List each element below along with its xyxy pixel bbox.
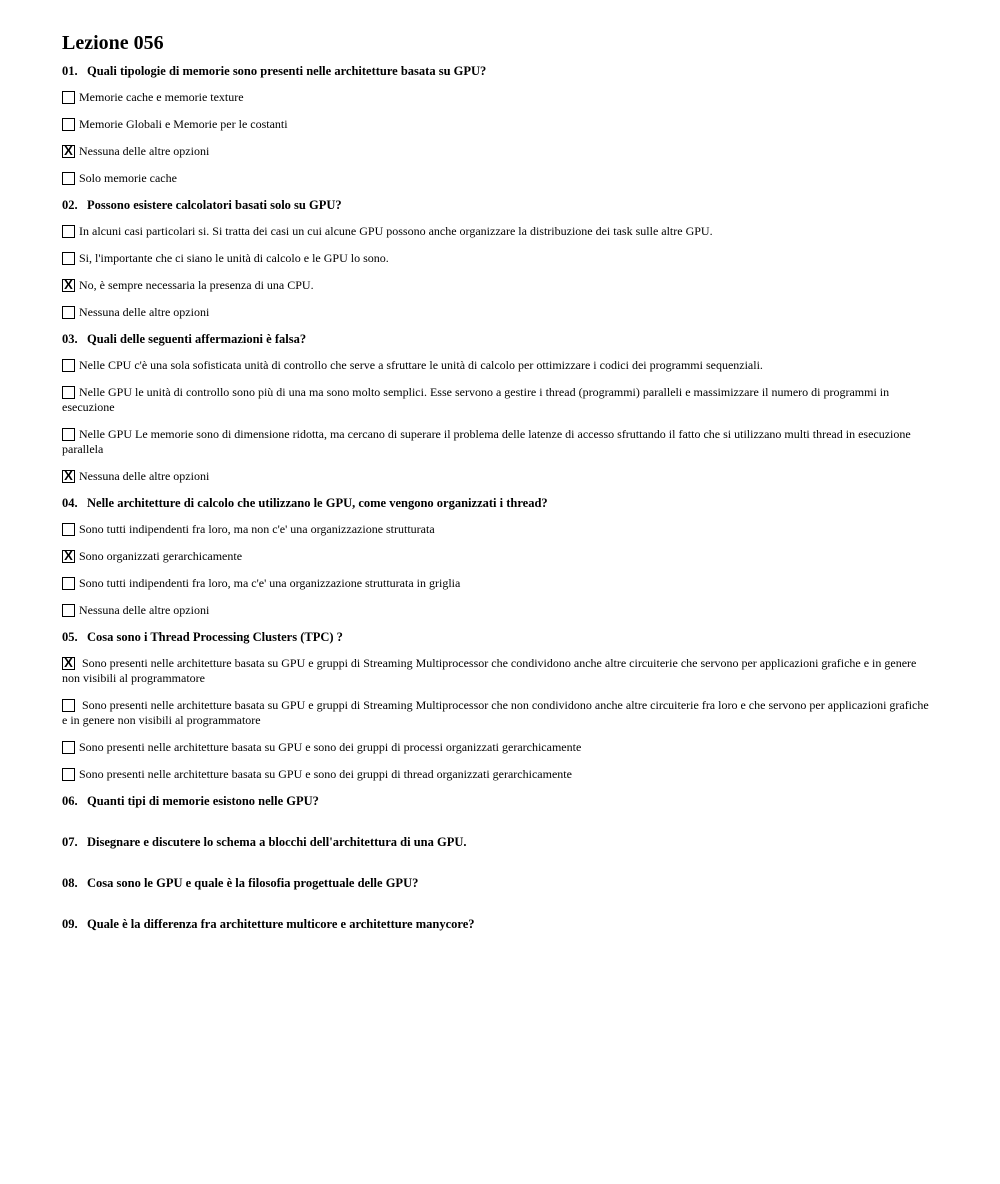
- answer-option: [62, 117, 932, 132]
- checkbox-checked[interactable]: [62, 145, 75, 158]
- check-x-icon: X: [64, 277, 73, 292]
- question-text: [62, 917, 932, 932]
- question-label: Disegnare e discutere lo schema a blocchi dell'architettura di una GPU.: [87, 835, 467, 849]
- answer-option: [62, 427, 932, 457]
- open-question-list: [62, 794, 932, 932]
- checkbox-unchecked[interactable]: [62, 741, 75, 754]
- answer-text: Sono tutti indipendenti fra loro, ma non c'e' una organizzazione strutturata: [79, 522, 435, 536]
- question-number: 02.: [62, 198, 78, 212]
- question-label: Quanti tipi di memorie esistono nelle GPU?: [87, 794, 319, 808]
- checkbox-checked[interactable]: [62, 279, 75, 292]
- answer-option: [62, 469, 932, 484]
- answer-text: No, è sempre necessaria la presenza di una CPU.: [79, 278, 314, 292]
- answer-text: Sono presenti nelle architetture basata su GPU e sono dei gruppi di thread organizzati gerarchicamente: [79, 767, 572, 781]
- question-label: Cosa sono le GPU e quale è la filosofia progettuale delle GPU?: [87, 876, 419, 890]
- answer-text: Nelle GPU le unità di controllo sono più di una ma sono molto semplici. Esse servono a gestire i thread (programmi) paralleli e massimizzare il numero di programmi in esecuzione: [62, 385, 890, 414]
- checkbox-unchecked[interactable]: [62, 523, 75, 536]
- checkbox-unchecked[interactable]: [62, 225, 75, 238]
- question-2: [62, 198, 932, 320]
- question-number: 01.: [62, 64, 78, 78]
- answer-text: Sono tutti indipendenti fra loro, ma c'e' una organizzazione strutturata in griglia: [79, 576, 461, 590]
- open-question-7: [62, 835, 932, 850]
- answer-text: Memorie Globali e Memorie per le costanti: [79, 117, 288, 131]
- answer-text: Nessuna delle altre opzioni: [79, 144, 210, 158]
- answer-text: In alcuni casi particolari si. Si tratta dei casi un cui alcune GPU possono anche organizzare la distribuzione dei task sulle altre GPU.: [79, 224, 713, 238]
- answer-text: Nelle CPU c'è una sola sofisticata unità di controllo che serve a sfruttare le unità di calcolo per ottimizzare i codici dei programmi sequenziali.: [79, 358, 763, 372]
- check-x-icon: X: [64, 468, 73, 483]
- check-x-icon: X: [64, 548, 73, 563]
- checkbox-unchecked[interactable]: [62, 386, 75, 399]
- answer-option: [62, 171, 932, 186]
- answer-text: Sono presenti nelle architetture basata su GPU e gruppi di Streaming Multiprocessor che non condividono anche altre circuiterie fra loro e che servono per applicazioni grafiche e in genere non visibili al programmatore: [62, 698, 929, 727]
- answer-option: [62, 90, 932, 105]
- checkbox-unchecked[interactable]: [62, 699, 75, 712]
- question-text: [62, 876, 932, 891]
- question-label: Nelle architetture di calcolo che utilizzano le GPU, come vengono organizzati i thread?: [87, 496, 548, 510]
- answer-option: [62, 251, 932, 266]
- answer-option: [62, 767, 932, 782]
- answer-option: [62, 305, 932, 320]
- checkbox-unchecked[interactable]: [62, 252, 75, 265]
- page-title: Lezione 056: [62, 32, 164, 54]
- question-number: 06.: [62, 794, 78, 808]
- answer-text: Sono presenti nelle architetture basata su GPU e sono dei gruppi di processi organizzati gerarchicamente: [79, 740, 582, 754]
- answer-option: [62, 656, 932, 686]
- answer-text: Nessuna delle altre opzioni: [79, 603, 210, 617]
- answer-option: [62, 698, 932, 728]
- open-question-9: [62, 917, 932, 932]
- question-text: [62, 794, 932, 809]
- question-text: [62, 630, 932, 645]
- question-label: Quali tipologie di memorie sono presenti nelle architetture basata su GPU?: [87, 64, 487, 78]
- answer-option: [62, 358, 932, 373]
- question-label: Quale è la differenza fra architetture multicore e architetture manycore?: [87, 917, 475, 931]
- answer-option: [62, 144, 932, 159]
- exam-page: [62, 30, 932, 958]
- answer-option: [62, 522, 932, 537]
- answer-option: [62, 549, 932, 564]
- question-4: [62, 496, 932, 618]
- checkbox-checked[interactable]: [62, 470, 75, 483]
- checkbox-unchecked[interactable]: [62, 359, 75, 372]
- checkbox-unchecked[interactable]: [62, 91, 75, 104]
- question-number: 09.: [62, 917, 78, 931]
- checkbox-unchecked[interactable]: [62, 768, 75, 781]
- checkbox-checked[interactable]: [62, 657, 75, 670]
- question-5: [62, 630, 932, 782]
- question-text: [62, 496, 932, 511]
- question-number: 04.: [62, 496, 78, 510]
- checkbox-unchecked[interactable]: [62, 604, 75, 617]
- answer-option: [62, 278, 932, 293]
- answer-text: Solo memorie cache: [79, 171, 177, 185]
- question-list: [62, 64, 932, 782]
- question-label: Quali delle seguenti affermazioni è falsa?: [87, 332, 307, 346]
- answer-option: [62, 603, 932, 618]
- answer-option: [62, 740, 932, 755]
- checkbox-unchecked[interactable]: [62, 118, 75, 131]
- question-text: [62, 64, 932, 79]
- question-number: 03.: [62, 332, 78, 346]
- answer-text: Nessuna delle altre opzioni: [79, 305, 210, 319]
- answer-text: Si, l'importante che ci siano le unità di calcolo e le GPU lo sono.: [79, 251, 389, 265]
- question-number: 08.: [62, 876, 78, 890]
- checkbox-checked[interactable]: [62, 550, 75, 563]
- answer-text: Nessuna delle altre opzioni: [79, 469, 210, 483]
- checkbox-unchecked[interactable]: [62, 306, 75, 319]
- answer-text: Nelle GPU Le memorie sono di dimensione ridotta, ma cercano di superare il problema delle latenze di accesso sfruttando il fatto che si utilizzano multi thread in esecuzione parallela: [62, 427, 911, 456]
- checkbox-unchecked[interactable]: [62, 577, 75, 590]
- question-text: [62, 198, 932, 213]
- question-number: 07.: [62, 835, 78, 849]
- open-question-8: [62, 876, 932, 891]
- open-question-6: [62, 794, 932, 809]
- question-number: 05.: [62, 630, 78, 644]
- check-x-icon: X: [64, 143, 73, 158]
- checkbox-unchecked[interactable]: [62, 172, 75, 185]
- check-x-icon: X: [64, 655, 73, 670]
- question-1: [62, 64, 932, 186]
- answer-option: [62, 385, 932, 415]
- question-3: [62, 332, 932, 484]
- answer-text: Sono organizzati gerarchicamente: [79, 549, 243, 563]
- answer-option: [62, 224, 932, 239]
- answer-text: Sono presenti nelle architetture basata su GPU e gruppi di Streaming Multiprocessor che condividono anche altre circuiterie che servono per applicazioni grafiche e in genere non visibili al programmatore: [62, 656, 917, 685]
- question-text: [62, 332, 932, 347]
- question-label: Possono esistere calcolatori basati solo su GPU?: [87, 198, 342, 212]
- checkbox-unchecked[interactable]: [62, 428, 75, 441]
- answer-text: Memorie cache e memorie texture: [79, 90, 244, 104]
- answer-option: [62, 576, 932, 591]
- question-label: Cosa sono i Thread Processing Clusters (TPC) ?: [87, 630, 343, 644]
- question-text: [62, 835, 932, 850]
